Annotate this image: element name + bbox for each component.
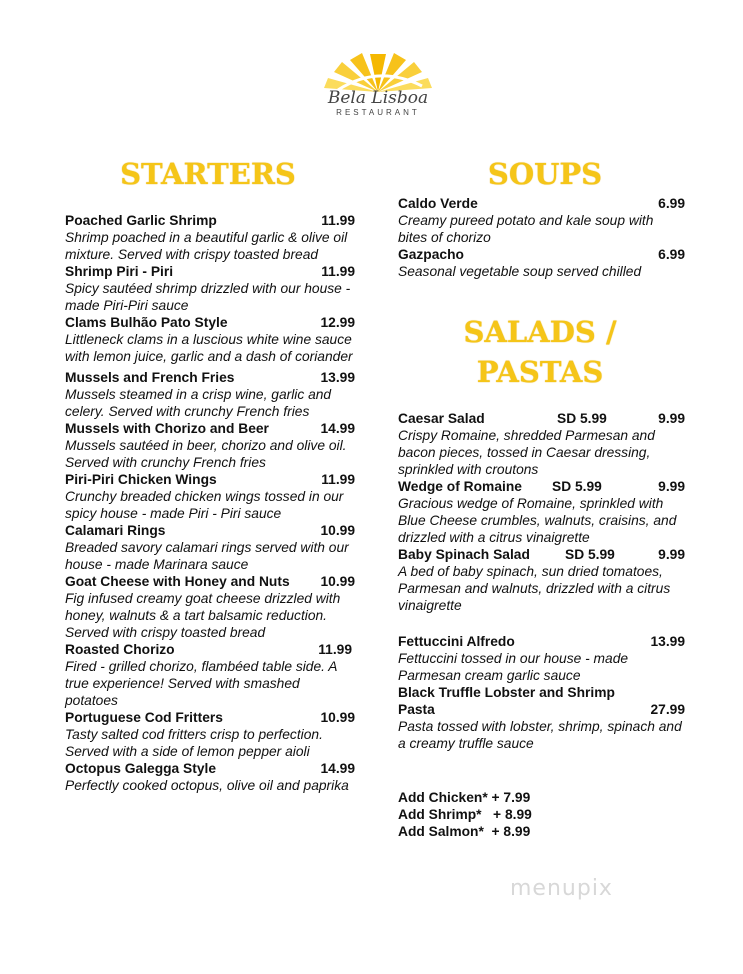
item-name: Calamari Rings bbox=[65, 523, 166, 538]
side-price: SD 5.99 bbox=[552, 479, 602, 494]
item-price: 14.99 bbox=[320, 421, 355, 436]
item-name: Caesar Salad bbox=[398, 411, 485, 426]
addons-list bbox=[398, 789, 532, 840]
menu-item bbox=[398, 684, 685, 752]
item-name-line2: Pasta bbox=[398, 702, 435, 717]
item-name: Wedge of Romaine bbox=[398, 479, 522, 494]
item-price: 11.99 bbox=[321, 472, 355, 487]
item-name: Gazpacho bbox=[398, 247, 464, 262]
item-price: 10.99 bbox=[320, 523, 355, 538]
item-name: Clams Bulhão Pato Style bbox=[65, 315, 228, 330]
item-price: 10.99 bbox=[320, 574, 355, 589]
starters-heading: STARTERS bbox=[120, 157, 296, 191]
menu-item bbox=[65, 369, 355, 420]
salads-list bbox=[398, 410, 685, 614]
side-price: SD 5.99 bbox=[565, 547, 615, 562]
menu-item bbox=[398, 546, 685, 614]
addon-item: Add Salmon* + 8.99 bbox=[398, 824, 531, 839]
salads-heading-line2: PASTAS bbox=[476, 355, 604, 389]
item-description: Tasty salted cod fritters crisp to perfection. Served with a side of lemon pepper aioli bbox=[65, 727, 323, 759]
soups-heading: SOUPS bbox=[487, 157, 603, 191]
addon-item: Add Shrimp* + 8.99 bbox=[398, 807, 532, 822]
menu-item bbox=[65, 263, 355, 314]
item-name: Goat Cheese with Honey and Nuts bbox=[65, 574, 290, 589]
menu-item bbox=[65, 212, 355, 263]
watermark: menupix bbox=[510, 876, 613, 901]
item-name: Roasted Chorizo bbox=[65, 642, 175, 657]
starters-list bbox=[65, 212, 355, 794]
item-name: Portuguese Cod Fritters bbox=[65, 710, 223, 725]
menu-item bbox=[398, 246, 685, 280]
item-price: 6.99 bbox=[658, 247, 685, 262]
item-description: Fig infused creamy goat cheese drizzled with honey, walnuts & a tart balsamic reduction. Served with crispy toasted bread bbox=[65, 591, 341, 640]
soups-list bbox=[398, 195, 685, 280]
item-price: 11.99 bbox=[321, 264, 355, 279]
addon-item: Add Chicken* + 7.99 bbox=[398, 790, 531, 805]
item-price: 9.99 bbox=[658, 479, 685, 494]
item-name: Mussels and French Fries bbox=[65, 370, 235, 385]
menu-item bbox=[65, 709, 355, 760]
item-description: Shrimp poached in a beautiful garlic & olive oil mixture. Served with crispy toasted bread bbox=[65, 230, 348, 262]
item-description: Fettuccini tossed in our house - made Parmesan cream garlic sauce bbox=[398, 651, 629, 683]
item-description: Seasonal vegetable soup served chilled bbox=[398, 264, 642, 279]
item-price: 11.99 bbox=[318, 642, 352, 657]
menu-item bbox=[398, 195, 685, 246]
item-price: 12.99 bbox=[320, 315, 355, 330]
item-description: Mussels steamed in a crisp wine, garlic and celery. Served with crunchy French fries bbox=[65, 387, 332, 419]
item-price: 27.99 bbox=[650, 702, 685, 717]
menu-item bbox=[65, 522, 355, 573]
item-description: Crunchy breaded chicken wings tossed in our spicy house - made Piri - Piri sauce bbox=[65, 489, 344, 521]
item-description: Gracious wedge of Romaine, sprinkled with Blue Cheese crumbles, walnuts, craisins, and drizzled with a citrus vinaigrette bbox=[398, 496, 677, 545]
item-description: Spicy sautéed shrimp drizzled with our house - made Piri-Piri sauce bbox=[65, 281, 351, 313]
menu-item bbox=[398, 410, 685, 478]
item-name: Mussels with Chorizo and Beer bbox=[65, 421, 269, 436]
item-price: 11.99 bbox=[321, 213, 355, 228]
item-price: 9.99 bbox=[658, 411, 685, 426]
item-description: Mussels sautéed in beer, chorizo and olive oil. Served with crunchy French fries bbox=[65, 438, 347, 470]
menu-item bbox=[65, 760, 355, 794]
item-description: Crispy Romaine, shredded Parmesan and bacon pieces, tossed in Caesar dressing, sprinkled with croutons bbox=[398, 428, 655, 477]
menu-item bbox=[398, 633, 685, 684]
item-description: Pasta tossed with lobster, shrimp, spinach and a creamy truffle sauce bbox=[398, 719, 682, 751]
brand-subtitle: RESTAURANT bbox=[336, 108, 420, 117]
item-price: 13.99 bbox=[650, 634, 685, 649]
item-description: Breaded savory calamari rings served with our house - made Marinara sauce bbox=[65, 540, 349, 572]
brand-name: Bela Lisboa bbox=[327, 88, 429, 108]
item-price: 14.99 bbox=[320, 761, 355, 776]
item-price: 9.99 bbox=[658, 547, 685, 562]
item-name: Octopus Galegga Style bbox=[65, 761, 217, 776]
item-name: Caldo Verde bbox=[398, 196, 478, 211]
item-name: Fettuccini Alfredo bbox=[398, 634, 515, 649]
pastas-list bbox=[398, 633, 685, 752]
menu-item bbox=[65, 641, 355, 709]
restaurant-logo bbox=[318, 50, 438, 120]
item-price: 13.99 bbox=[320, 370, 355, 385]
item-description: Littleneck clams in a luscious white wine sauce with lemon juice, garlic and a dash of coriander bbox=[65, 332, 353, 364]
item-name: Poached Garlic Shrimp bbox=[65, 213, 217, 228]
item-name: Baby Spinach Salad bbox=[398, 547, 530, 562]
item-name: Piri-Piri Chicken Wings bbox=[65, 472, 217, 487]
item-name: Shrimp Piri - Piri bbox=[65, 264, 174, 279]
side-price: SD 5.99 bbox=[557, 411, 607, 426]
item-description: Creamy pureed potato and kale soup with bites of chorizo bbox=[398, 213, 654, 245]
menu-item bbox=[398, 478, 685, 546]
item-price: 6.99 bbox=[658, 196, 685, 211]
item-name: Black Truffle Lobster and Shrimp bbox=[398, 685, 615, 700]
item-description: A bed of baby spinach, sun dried tomatoes, Parmesan and walnuts, drizzled with a citrus vinaigrette bbox=[398, 564, 671, 613]
menu-item bbox=[65, 471, 355, 522]
menu-item bbox=[65, 573, 355, 641]
salads-heading-line1: SALADS / bbox=[463, 315, 617, 349]
item-description: Perfectly cooked octopus, olive oil and paprika bbox=[65, 778, 349, 793]
item-price: 10.99 bbox=[320, 710, 355, 725]
menu-item bbox=[65, 314, 355, 365]
item-description: Fired - grilled chorizo, flambéed table side. A true experience! Served with smashed potatoes bbox=[65, 659, 337, 708]
menu-item bbox=[65, 420, 355, 471]
